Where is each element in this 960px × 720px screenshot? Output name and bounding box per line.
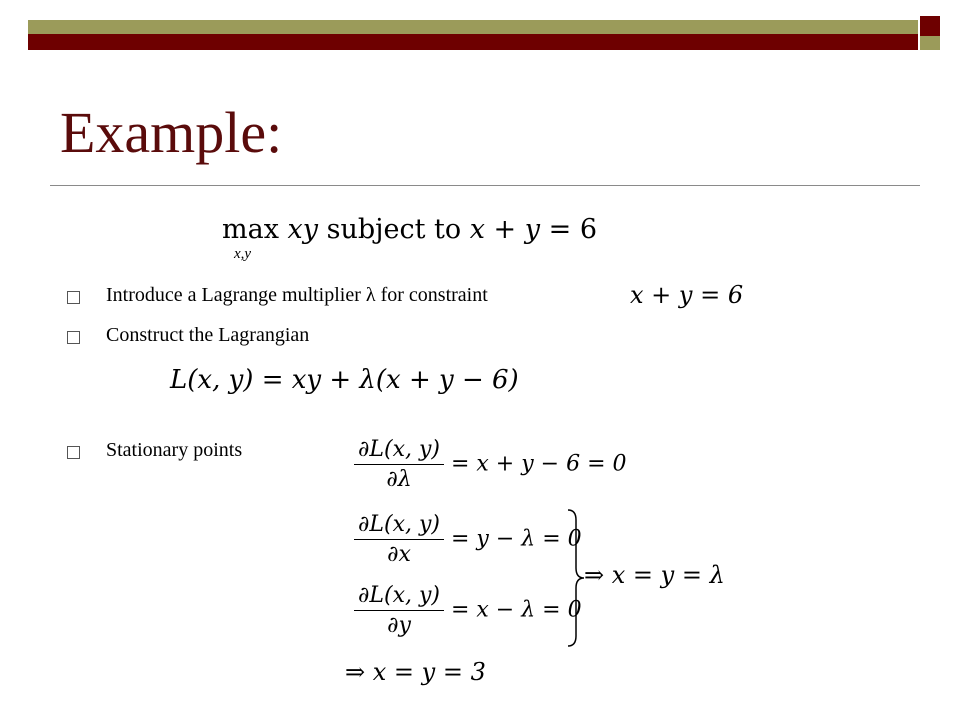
fraction-numerator: ∂L(x, y) — [354, 512, 444, 540]
title-divider — [50, 185, 920, 186]
max-subscript: x,y — [234, 246, 252, 262]
lagrangian-equation: L(x, y) = xy + λ(x + y − 6) — [170, 365, 519, 395]
constraint-lhs: x + y — [469, 214, 541, 245]
equation-rhs: = x + y − 6 = 0 — [450, 451, 627, 477]
partial-fraction — [354, 583, 444, 638]
partial-fraction — [354, 512, 444, 567]
fraction-numerator: ∂L(x, y) — [354, 437, 444, 465]
slide-title: Example: — [60, 100, 283, 165]
constraint-rhs: = 6 — [548, 214, 598, 245]
bullet-stationary-points: Stationary points — [106, 439, 243, 461]
bullet-lagrange-multiplier — [106, 284, 488, 307]
fraction-denominator: ∂y — [387, 613, 411, 638]
subject-to-text: subject to — [326, 214, 462, 245]
max-operator: max — [222, 214, 279, 245]
implication-x-y-lambda: ⇒ x = y = λ — [584, 561, 725, 589]
bullet-marker — [67, 331, 80, 344]
fraction-numerator: ∂L(x, y) — [354, 583, 444, 611]
bullet-marker — [67, 446, 80, 459]
equation-d-y — [354, 583, 582, 638]
olive-square — [920, 36, 940, 50]
bullet-marker — [67, 291, 80, 304]
equation-rhs: = x − λ = 0 — [450, 597, 582, 623]
maroon-square — [920, 16, 940, 36]
conclusion-x-y-3: ⇒ x = y = 3 — [345, 658, 486, 686]
olive-stripe — [28, 20, 918, 34]
equation-d-x — [354, 512, 582, 567]
bullet-construct-lagrangian: Construct the Lagrangian — [106, 324, 310, 346]
bullet-constraint-math: x + y = 6 — [630, 281, 744, 309]
equation-d-lambda — [354, 437, 627, 492]
maroon-stripe — [28, 34, 918, 50]
right-brace — [566, 508, 586, 648]
bullet-text: Introduce a Lagrange multiplier λ for constraint — [106, 284, 488, 306]
optimization-problem — [222, 214, 597, 245]
top-decorative-bar — [28, 14, 940, 50]
objective: xy — [287, 214, 319, 245]
fraction-denominator: ∂λ — [386, 467, 412, 492]
fraction-denominator: ∂x — [387, 542, 411, 567]
equation-rhs: = y − λ = 0 — [450, 526, 582, 552]
partial-fraction — [354, 437, 444, 492]
